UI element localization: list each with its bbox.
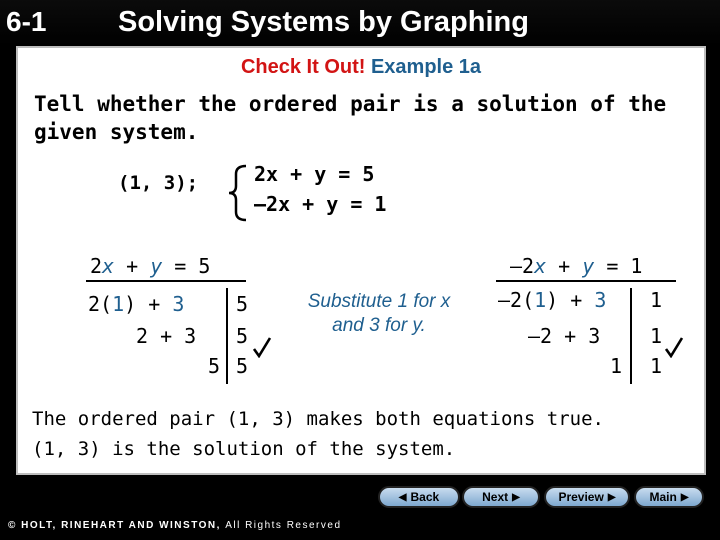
conclusion-text — [32, 404, 697, 464]
right-check-plus: + — [546, 254, 583, 278]
left-check-row3-right: 5 — [236, 354, 249, 378]
right-check-row3-right: 1 — [650, 354, 663, 378]
left-row1-mid: ) + — [124, 292, 173, 316]
left-row1-y-value: 3 — [172, 292, 185, 316]
right-check-x-var: x — [534, 254, 547, 278]
right-check-divider — [630, 288, 632, 384]
left-check-rule — [86, 280, 246, 282]
main-arrow-icon: ▶ — [680, 491, 689, 503]
right-check-y-var: y — [582, 254, 595, 278]
check-icon — [252, 336, 272, 358]
left-check-plus: + — [114, 254, 151, 278]
preview-button-label: Preview — [558, 490, 604, 504]
lesson-title: Solving Systems by Graphing — [118, 6, 529, 38]
next-button-label: Next — [482, 490, 509, 504]
slide-subtitle — [18, 56, 704, 79]
right-check-rhs: = 1 — [594, 254, 643, 278]
right-check-equation — [510, 254, 642, 278]
left-check-divider — [226, 288, 228, 384]
system-equation-2: –2x + y = 1 — [254, 192, 387, 216]
preview-arrow-icon: ▶ — [607, 491, 616, 503]
left-check-row3-left: 5 — [208, 354, 221, 378]
left-check-row2-left: 2 + 3 — [136, 324, 197, 348]
conclusion-line-2: (1, 3) is the solution of the system. — [32, 438, 456, 460]
lesson-header — [0, 0, 720, 46]
right-row1-pre: –2( — [498, 288, 535, 312]
next-arrow-icon: ▶ — [512, 491, 520, 503]
right-check-coef: –2 — [510, 254, 535, 278]
back-button-label: Back — [410, 490, 440, 504]
right-row1-mid: ) + — [546, 288, 595, 312]
main-button[interactable] — [634, 486, 704, 508]
check-icon — [664, 336, 684, 358]
right-row1-x-value: 1 — [534, 288, 547, 312]
left-check-row1-left — [88, 292, 184, 316]
substitution-note: Substitute 1 for x and 3 for y. — [307, 291, 451, 336]
right-check-row2-right: 1 — [650, 324, 663, 348]
right-check-row3-left: 1 — [610, 354, 623, 378]
copyright-publisher: © HOLT, RINEHART AND WINSTON, — [8, 520, 221, 531]
left-row1-x-value: 1 — [112, 292, 125, 316]
lesson-number: 6-1 — [6, 6, 47, 37]
left-brace-icon — [226, 164, 252, 222]
left-check-y-var: y — [150, 254, 163, 278]
left-check-row1-right: 5 — [236, 292, 249, 316]
back-arrow-icon: ◀ — [398, 491, 407, 503]
right-check-row1-left — [498, 288, 606, 312]
back-button[interactable] — [378, 486, 460, 508]
slide-panel — [16, 46, 706, 475]
left-check-row2-right: 5 — [236, 324, 249, 348]
problem-prompt: Tell whether the ordered pair is a solution of the given system. — [34, 92, 667, 144]
left-row1-pre: 2( — [88, 292, 113, 316]
right-check-row2-left: –2 + 3 — [528, 324, 601, 348]
left-check-coef: 2 — [90, 254, 103, 278]
left-check-rhs: = 5 — [162, 254, 211, 278]
subtitle-check-it-out: Check It Out! — [240, 56, 366, 78]
right-check-row1-right: 1 — [650, 288, 663, 312]
copyright-rights: All Rights Reserved — [225, 520, 342, 531]
preview-button[interactable] — [544, 486, 630, 508]
right-check-rule — [496, 280, 676, 282]
subtitle-example: Example 1a — [370, 56, 482, 78]
system-equation-1: 2x + y = 5 — [254, 162, 375, 186]
left-check-equation — [90, 254, 210, 278]
next-button[interactable] — [462, 486, 540, 508]
right-row1-y-value: 3 — [594, 288, 607, 312]
copyright-footer — [8, 520, 342, 531]
conclusion-line-1: The ordered pair (1, 3) makes both equations true. — [32, 408, 604, 430]
ordered-pair: (1, 3); — [118, 172, 199, 194]
left-check-x-var: x — [102, 254, 115, 278]
main-button-label: Main — [649, 490, 677, 504]
